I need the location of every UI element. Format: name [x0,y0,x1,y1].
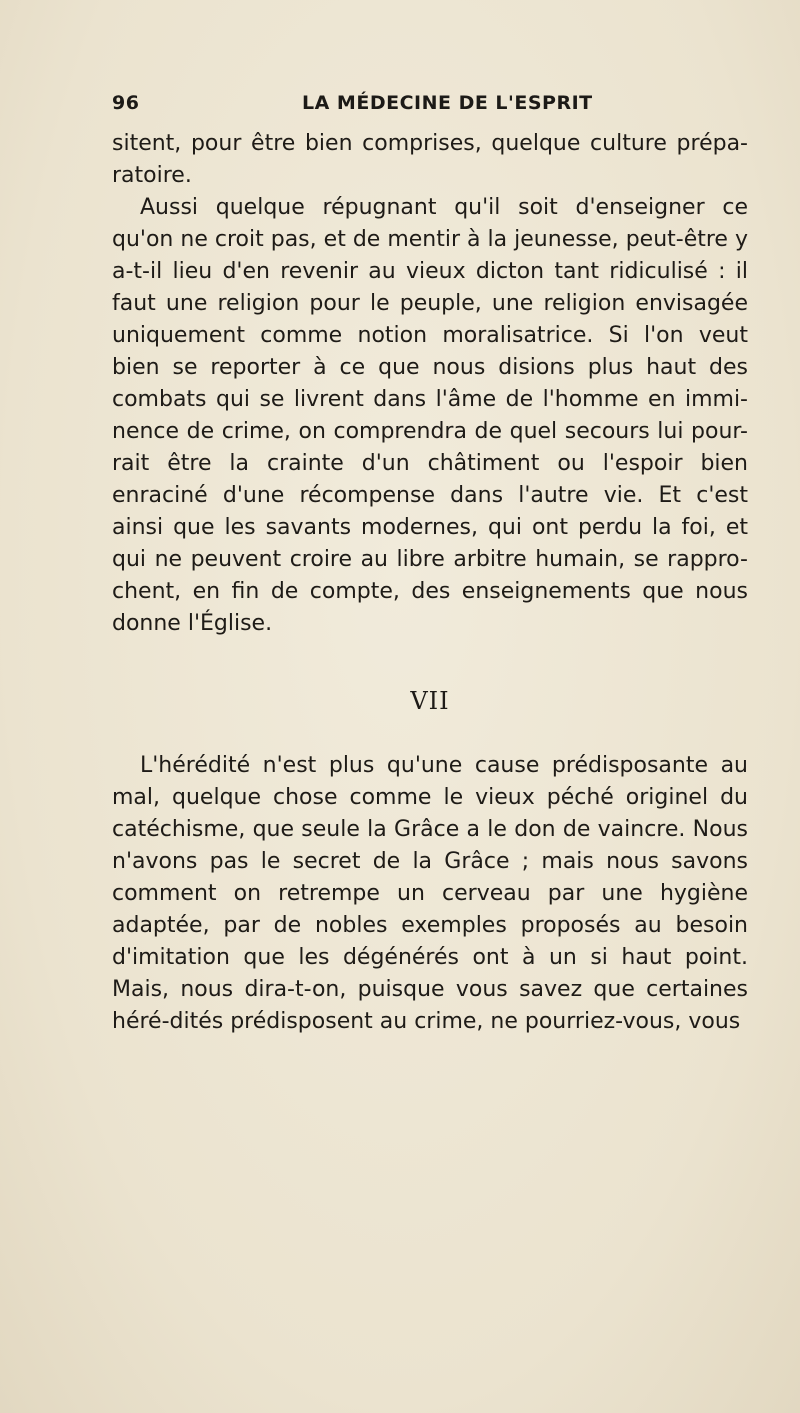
running-title: LA MÉDECINE DE L'ESPRIT [302,92,593,114]
paragraph-religion: Aussi quelque répugnant qu'il soit d'enseigner ce qu'on ne croit pas, et de mentir à la jeunesse, peut-être y a-t-il lieu d'en revenir au vieux dicton tant ridiculisé : il faut une religion pour le peuple, une religion envisagée uniquement comme notion moralisatrice. Si l'on veut bien se reporter à ce que nous disions plus haut des combats qui se livrent dans l'âme de l'homme en immi-nence de crime, on comprendra de quel secours lui pour-rait être la crainte d'un châtiment ou l'espoir bien enraciné d'une récompense dans l'autre vie. Et c'est ainsi que les savants modernes, qui ont perdu la foi, et qui ne peuvent croire au libre arbitre humain, se rappro-chent, en fin de compte, des enseignements que nous donne l'Église. [112,195,748,636]
page-header [112,92,712,122]
paragraph-heredity: L'hérédité n'est plus qu'une cause prédisposante au mal, quelque chose comme le vieux péché originel du catéchisme, que seule la Grâce a le don de vaincre. Nous n'avons pas le secret de la Grâce ; mais nous savons comment on retrempe un cerveau par une hygiène adaptée, par de nobles exemples proposés au besoin d'imitation que les dégénérés ont à un si haut point. Mais, nous dira-t-on, puisque vous savez que certaines héré-dités prédisposent au crime, ne pourriez-vous, vous [112,753,748,1034]
section-heading: VII [410,687,450,715]
page-number: 96 [112,92,140,114]
body-text [112,128,748,1038]
paragraph-continuation: sitent, pour être bien comprises, quelque culture prépa-ratoire. [112,131,748,188]
